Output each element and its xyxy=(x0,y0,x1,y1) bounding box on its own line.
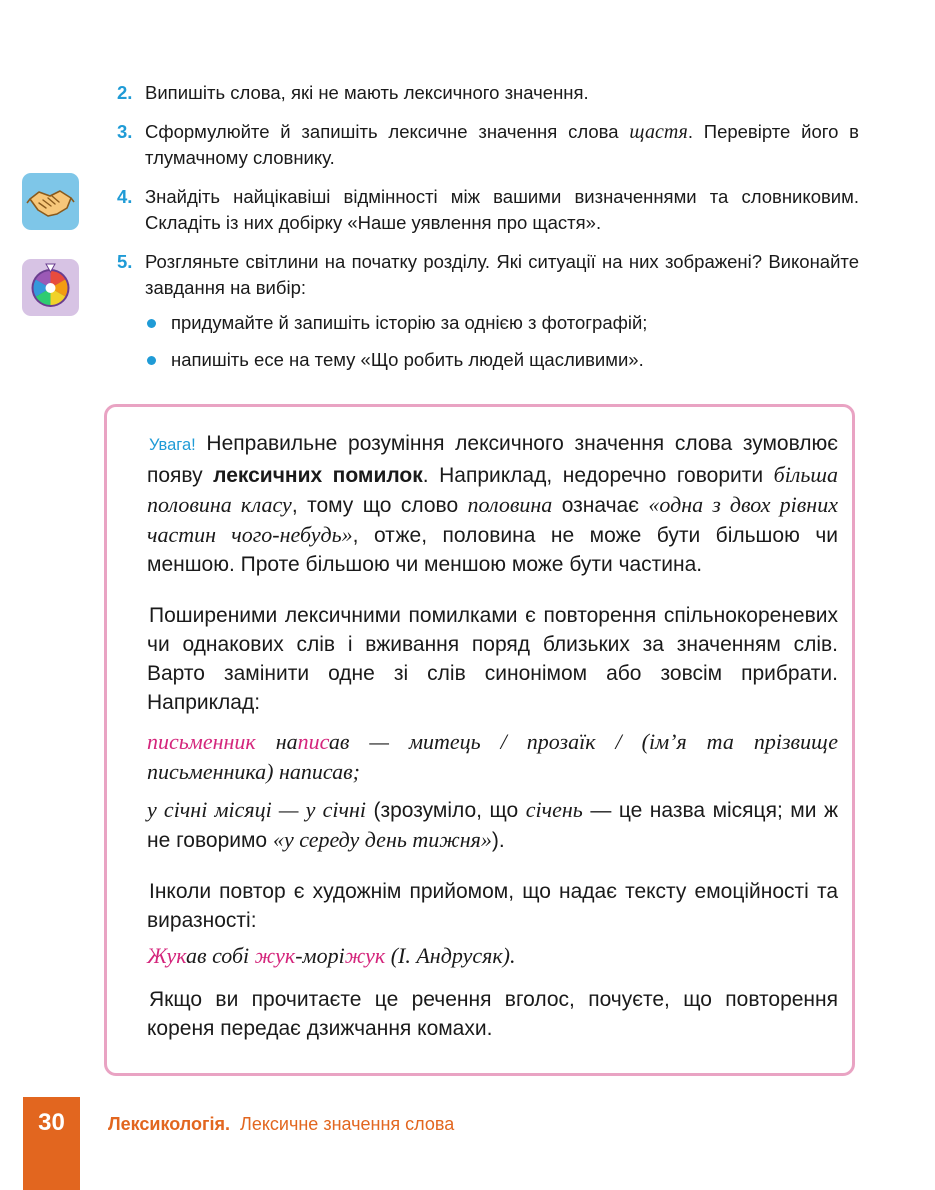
bullet-text: придумайте й запишіть історію за однією з фотографій; xyxy=(171,312,648,333)
text-run: -морі xyxy=(295,943,345,968)
task-item xyxy=(117,249,859,301)
text-run: (зрозуміло, що xyxy=(366,799,526,822)
text-run: . Наприклад, недоречно говорити xyxy=(422,464,774,487)
note-paragraph xyxy=(147,429,838,579)
text-run: Неправильне розуміння лексичного значення слова зумовлює появу xyxy=(147,432,838,487)
author-name: І. Андрусяк xyxy=(398,943,503,968)
highlight-word: Жук xyxy=(147,943,187,968)
page-number: 30 xyxy=(38,1109,65,1136)
text-run: , тому що слово xyxy=(291,494,468,517)
highlight-word: жук xyxy=(344,943,386,968)
note-paragraph: Якщо ви прочитаєте це речення вголос, почуєте, що повторення кореня передає дзижчання комахи. xyxy=(147,988,838,1040)
attention-label: Увага! xyxy=(149,436,196,454)
bullet-dot-icon xyxy=(147,319,156,328)
bullet-list xyxy=(145,310,859,373)
attention-note-box xyxy=(104,404,855,1076)
choice-wheel-icon xyxy=(22,259,79,316)
italic-definition: «одна з двох рівних частин чого-небудь» xyxy=(147,492,838,547)
text-run: ав собі xyxy=(186,943,255,968)
text-run: ) написав; xyxy=(266,759,360,784)
task-text: Розгляньте світлини на початку розділу. Які ситуації на них зображені? Виконайте завдання на вибір: xyxy=(145,251,859,298)
example-line xyxy=(147,795,838,855)
task-text: Знайдіть найцікавіші відмінності між вашими визначеннями та словниковим. Складіть із них добірку «Наше уявлення про щастя». xyxy=(145,186,859,233)
text-run: означає xyxy=(552,494,649,517)
topic-name: Лексичне значення слова xyxy=(240,1114,455,1134)
bullet-item xyxy=(145,310,859,336)
text-run: на xyxy=(255,729,298,754)
text-run: у січні місяці — у січні xyxy=(147,797,366,822)
task-item xyxy=(117,80,859,106)
text-run: ). xyxy=(491,829,505,852)
highlight-word: жук xyxy=(254,943,296,968)
task-list xyxy=(117,80,859,384)
highlight-word: пис xyxy=(297,729,329,754)
text-run: — це назва місяця; ми ж не говоримо xyxy=(147,799,839,852)
task-text-part: . Перевірте його в тлумачному словнику. xyxy=(145,121,859,168)
italic-example: більша половина класу xyxy=(147,462,839,517)
note-paragraph: Поширеними лексичними помилками є повторення спільнокореневих чи однакових слів і вживання поряд близьких за значенням слів. Варто замінити одне зі слів синонімом або зовсім прибрати. Наприклад: xyxy=(147,604,838,714)
note-paragraph: Інколи повтор є художнім прийомом, що надає тексту емоційності та виразності: xyxy=(147,880,838,932)
task-number: 5. xyxy=(117,251,133,272)
section-name: Лексикологія. xyxy=(108,1114,231,1134)
task-item xyxy=(117,184,859,236)
task-text: Випишіть слова, які не мають лексичного значення. xyxy=(145,82,589,103)
text-run: , отже, половина не може бути більшою чи меншою. Проте більшою чи меншою може бути частина. xyxy=(147,524,838,576)
bold-term: лексичних помилок xyxy=(213,464,423,487)
bullet-dot-icon xyxy=(147,356,156,365)
task-text-part: Сформулюйте й запишіть лексичне значення слова xyxy=(145,121,630,142)
task-item xyxy=(117,119,859,171)
running-footer xyxy=(108,1114,454,1135)
example-line xyxy=(147,727,838,787)
highlight-word: письменник xyxy=(147,729,256,754)
text-run: січень xyxy=(525,797,583,822)
handshake-icon xyxy=(22,173,79,230)
task-keyword: щастя xyxy=(629,121,688,143)
text-run: ав — митець / прозаїк / ( xyxy=(328,729,649,754)
task-number: 4. xyxy=(117,186,133,207)
text-run: ім’я та прізвище письменника xyxy=(147,729,839,784)
italic-example: половина xyxy=(467,492,553,517)
bullet-text: напишіть есе на тему «Що робить людей щасливими». xyxy=(171,349,644,370)
text-run: ( xyxy=(385,943,399,968)
bullet-item xyxy=(145,347,859,373)
task-number: 3. xyxy=(117,121,133,142)
text-run: «у середу день тижня» xyxy=(272,827,492,852)
task-text xyxy=(145,119,859,171)
example-line xyxy=(147,941,838,971)
text-run: ). xyxy=(502,943,516,968)
task-number: 2. xyxy=(117,82,133,103)
